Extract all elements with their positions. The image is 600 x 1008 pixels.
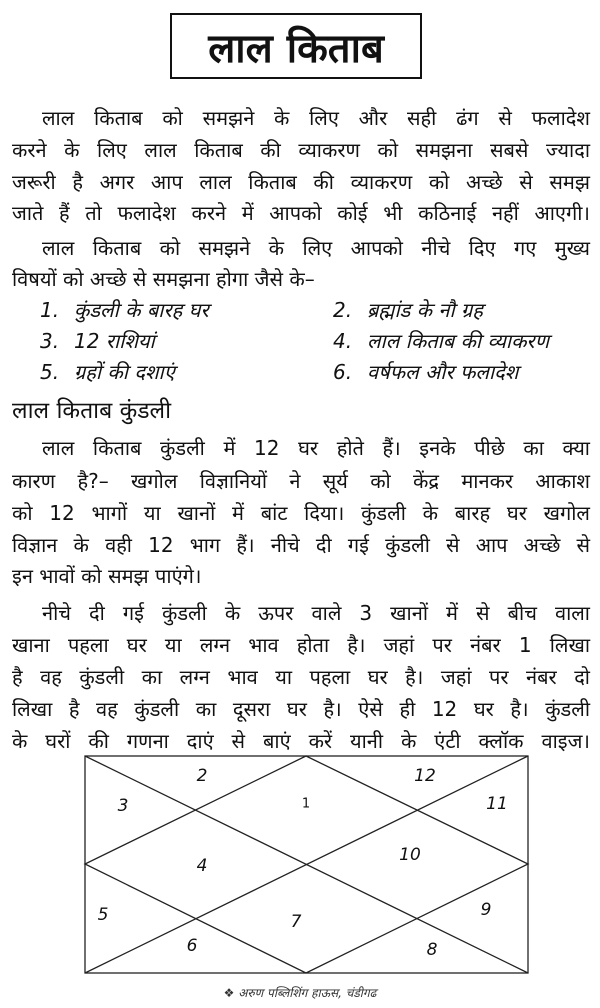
house-number: 2 (196, 766, 208, 786)
list-number: 2. (333, 298, 353, 322)
house-number: 5 (97, 905, 109, 925)
house-number: 3 (117, 796, 129, 816)
text-line: खाना पहला घर या लग्न भाव होता है। जहां पर नंबर 1 लिखा (12, 633, 590, 657)
text-line: लाल किताब को समझने के लिए और सही ढंग से फलादेश (42, 106, 590, 130)
text-line: है वह कुंडली का लग्न भाव या पहला घर है। जहां पर नंबर दो (12, 665, 590, 689)
publisher-footer (0, 984, 600, 1001)
house-number: 12 (414, 766, 436, 786)
list-text: 12 राशियां (74, 329, 155, 353)
list-text: लाल किताब की व्याकरण (367, 329, 550, 353)
list-text: वर्षफल और फलादेश (367, 360, 519, 384)
text-line: लिखा है वह कुंडली का दूसरा घर है। ऐसे ही 12 घर है। कुंडली (12, 697, 590, 721)
house-number: 10 (399, 845, 421, 865)
list-number: 6. (333, 360, 353, 384)
text-line: विषयों को अच्छे से समझना होगा जैसे के– (12, 267, 315, 291)
text-line: जरूरी है अगर आप लाल किताब की व्याकरण को अच्छे से समझ (12, 170, 590, 194)
text-line: के घरों की गणना दाएं से बाएं करें यानी के एंटी क्लॉक वाइज। (12, 729, 590, 753)
text-line: लाल किताब को समझने के लिए आपको नीचे दिए गए मुख्य (42, 236, 590, 260)
publisher-name: अरुण पब्लिशिंग हाऊस, चंडीगढ (238, 986, 377, 1000)
text-line: नीचे दी गई कुंडली के ऊपर वाले 3 खानों में से बीच वाला (42, 601, 590, 625)
text-line: करने के लिए लाल किताब की व्याकरण को समझना सबसे ज्यादा (12, 138, 590, 162)
list-number: 4. (333, 329, 353, 353)
list-number: 1. (40, 298, 60, 322)
list-text: ब्रह्मांड के नौ ग्रह (367, 298, 483, 322)
house-number: 8 (426, 940, 438, 960)
house-number: 1 (301, 796, 311, 812)
ornament-icon: ❖ (223, 986, 239, 1000)
house-number: 11 (486, 794, 508, 814)
text-line: इन भावों को समझ पाएंगे। (12, 564, 202, 588)
house-number: 9 (480, 900, 492, 920)
house-number: 7 (290, 912, 302, 932)
house-number: 4 (196, 856, 208, 876)
text-line: कारण है?– खगोल विज्ञानियों ने सूर्य को केंद्र मानकर आकाश (12, 469, 590, 493)
list-number: 5. (40, 360, 60, 384)
page-title: लाल किताब (170, 13, 422, 79)
house-number: 6 (186, 936, 198, 956)
list-number: 3. (40, 329, 60, 353)
list-text: ग्रहों की दशाएं (74, 360, 175, 384)
text-line: लाल किताब कुंडली में 12 घर होते हैं। इनके पीछे का क्या (42, 436, 590, 460)
text-line: को 12 भागों या खानों में बांट दिया। कुंडली के बारह घर खगोल (12, 501, 590, 525)
list-text: कुंडली के बारह घर (74, 298, 209, 322)
text-line: जाते हैं तो फलादेश करने में आपको कोई भी कठिनाई नहीं आएगी। (12, 201, 590, 225)
text-line: विज्ञान के वही 12 भाग हैं। नीचे दी गई कुंडली से आप अच्छे से (12, 533, 590, 557)
section-heading: लाल किताब कुंडली (12, 398, 172, 424)
